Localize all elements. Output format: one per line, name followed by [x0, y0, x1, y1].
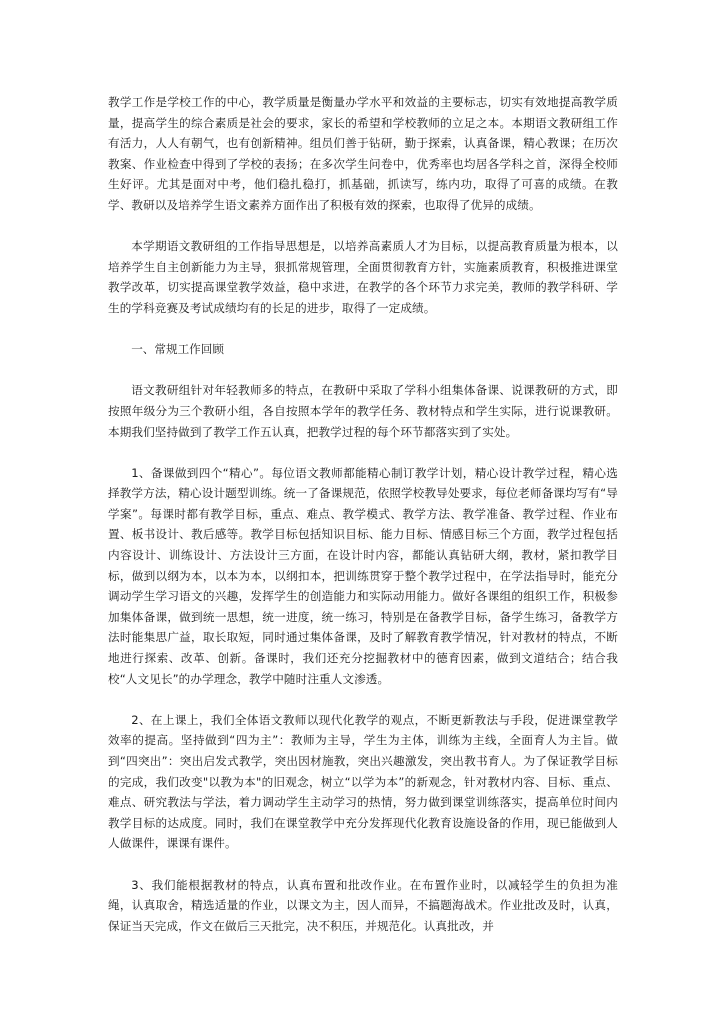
paragraph-gap: [108, 442, 618, 463]
paragraph-gap: [108, 689, 618, 710]
intro-paragraph: 教学工作是学校工作的中心，教学质量是衡量办学水平和效益的主要标志，切实有效地提高教学质量，提高学生的综合素质是社会的要求，家长的希望和学校教师的立足之本。本期语文教研组工作有活力，人人有朝气，也有创新精神。组员们善于钻研，勤于探索，认真备课，精心教课；在历次教案、作业检查中得到了学校的表扬；在多次学生问卷中，优秀率也均居各学科之首，深得全校师生好评。尤其是面对中考，他们稳扎稳打，抓基础，抓读写，练内功，取得了可喜的成绩。在教学、教研以及培养学生语文素养方面作出了积极有效的探索，也取得了优异的成绩。: [108, 95, 618, 212]
document-body: [108, 92, 618, 936]
routine-paragraph: 语文教研组针对年轻教师多的特点，在教研中采取了学科小组集体备课、说课教研的方式，即按照年级分为三个教研小组，各自按照本学年的教学任务、教材特点和学生实际，进行说课教研。本期我们坚持做到了教学工作五认真，把教学过程的每个环节都落实到了实处。: [108, 383, 618, 439]
paragraph-gap: [108, 360, 618, 381]
section-heading: 一、常规工作回顾: [131, 342, 224, 357]
item3-paragraph: 3、我们能根据教材的特点，认真布置和批改作业。在布置作业时，以减轻学生的负担为准绳，认真取舍，精选适量的作业，以课文为主，因人而异，不搞题海战术。作业批改及时，认真，保证当天完成，作文在做后三天批完，决不积压，并规范化。认真批改，并: [108, 877, 618, 933]
guiding-paragraph: 本学期语文教研组的工作指导思想是，以培养高素质人才为目标，以提高教育质量为根本，以培养学生自主创新能力为主导，狠抓常规管理，全面贯彻教育方针，实施素质教育，积极推进课堂教学改革，切实提高课堂教学效益，稳中求进，在教学的各个环节力求完美，教师的教学科研、学生的学科竞赛及考试成绩均有的长足的进步，取得了一定成绩。: [108, 239, 618, 315]
paragraph-gap: [108, 319, 618, 340]
paragraph-gap: [108, 854, 618, 875]
paragraph-gap: [108, 216, 618, 237]
item1-paragraph: 1、备课做到四个“精心”。每位语文教师都能精心制订教学计划，精心设计教学过程，精心选择教学方法，精心设计题型训练。统一了备课规范，依照学校教导处要求，每位老师备课均写有“导学案”。每课时都有教学目标，重点、难点、教学模式、教学方法、教学准备、教学过程、作业布置、板书设计、教后感等。教学目标包括知识目标、能力目标、情感目标三个方面，教学过程包括内容设计、训练设计、方法设计三方面，在设计时内容，都能认真钻研大纲，教材，紧扣教学目标，做到以纲为本，以本为本，以纲扣本，把训练贯穿于整个教学过程中，在学法指导时，能充分调动学生学习语文的兴趣，发挥学生的创造能力和实际动用能力。做好各课组的组织工作，积极参加集体备课，做到统一思想，统一进度，统一练习，特别是在备教学目标，备学生练习，备教学方法时能集思广益，取长取短，同时通过集体备课，及时了解教育教学情况，针对教材的特点，不断地进行探索、改革、创新。备课时，我们还充分挖掘教材中的德育因素，做到文道结合；结合我校“人文见长”的办学理念，教学中随时注重人文渗透。: [108, 465, 618, 686]
item2-paragraph: 2、在上课上，我们全体语文教师以现代化教学的观点，不断更新教法与手段，促进课堂教学效率的提高。坚持做到“四为主”：教师为主导，学生为主体，训练为主线，全面育人为主旨。做到“四突出”：突出启发式教学，突出因材施教，突出兴趣激发，突出教书育人。为了保证教学目标的完成，我们改变"以教为本"的旧观念，树立“以学为本”的新观念，针对教材内容、目标、重点、难点、研究教法与学法，着力调动学生主动学习的热情，努力做到课堂训练落实，提高单位时间内教学目标的达成度。同时，我们在课堂教学中充分发挥现代化教育设施设备的作用，现已能做到人人做课件，课课有课件。: [108, 712, 618, 851]
